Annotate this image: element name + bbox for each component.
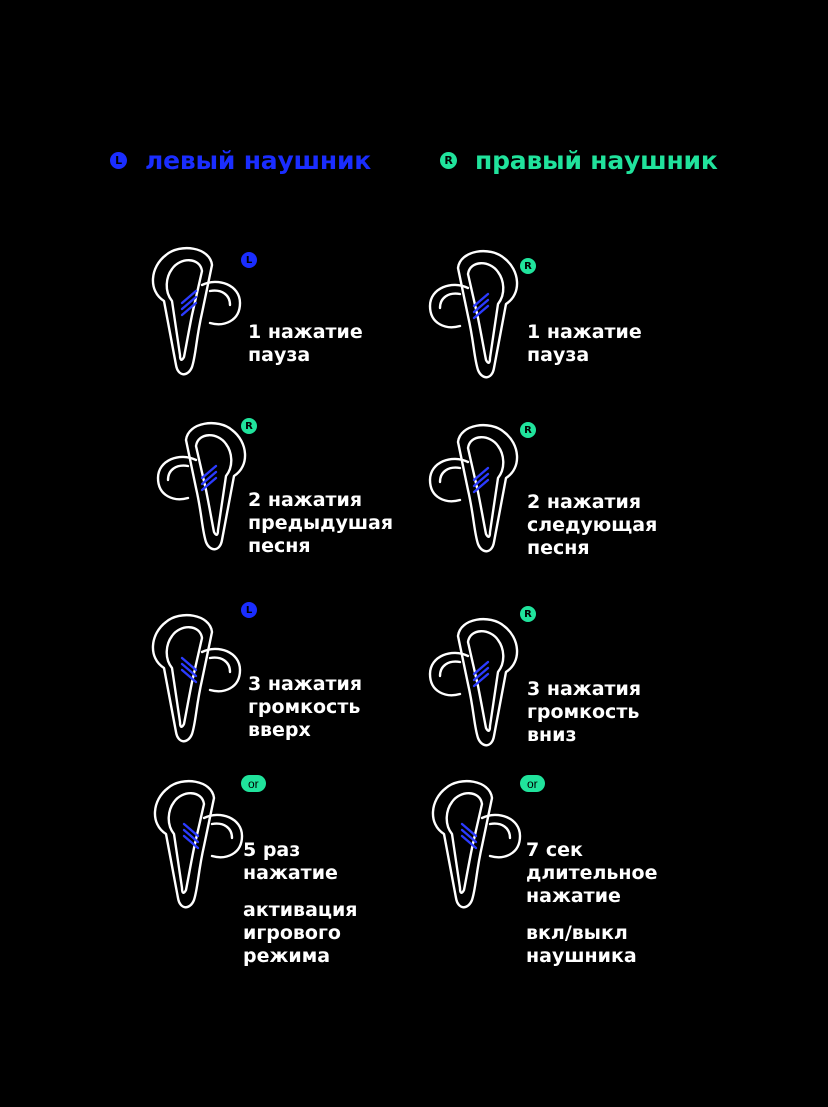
earbud-icon: [148, 418, 258, 558]
earbud-icon: [420, 614, 530, 754]
gesture-text: [527, 321, 642, 367]
gesture-text: [248, 321, 363, 367]
earbud-icon: [420, 246, 530, 386]
gesture-count: 7 сек: [526, 839, 583, 861]
gesture-text: [526, 839, 657, 968]
gesture-text: [248, 489, 393, 558]
gesture-action: длительное: [526, 862, 658, 884]
earbud-icon: [420, 776, 530, 916]
gesture-count: 1 нажатие: [248, 321, 363, 343]
gesture-count: 5 раз: [243, 839, 301, 861]
press-badge: L: [241, 252, 257, 268]
press-badge: L: [241, 602, 257, 618]
earbud-icon: [142, 776, 252, 916]
gesture-action: вниз: [527, 724, 577, 746]
gesture-action: вверх: [248, 719, 311, 741]
gesture-action: пауза: [248, 344, 311, 366]
gesture-count: 3 нажатия: [248, 673, 363, 695]
gesture-description: вкл/выкл: [526, 922, 628, 944]
gesture-text: [248, 673, 362, 742]
earbud-icon: [420, 420, 530, 560]
right-indicator-badge: R: [440, 152, 457, 169]
gesture-count: 3 нажатия: [527, 678, 642, 700]
gesture-action: песня: [527, 537, 590, 559]
gesture-description: активация: [243, 899, 358, 921]
gesture-description: наушника: [526, 945, 637, 967]
press-badge: L or R: [520, 775, 545, 792]
gesture-action: нажатие: [243, 862, 338, 884]
right-earbud-header: [440, 146, 718, 175]
gesture-action: громкость: [527, 701, 640, 723]
press-badge: R: [520, 422, 536, 438]
gesture-action: нажатие: [526, 885, 621, 907]
left-indicator-badge: L: [110, 152, 127, 169]
gesture-action: громкость: [248, 696, 361, 718]
gesture-action: пауза: [527, 344, 590, 366]
left-header-label: левый наушник: [145, 146, 372, 175]
gesture-action: предыдушая: [248, 512, 394, 534]
gesture-text: [527, 491, 657, 560]
gesture-action: следующая: [527, 514, 658, 536]
press-badge: R: [520, 606, 536, 622]
gesture-action: песня: [248, 535, 311, 557]
left-earbud-header: [110, 146, 371, 175]
gesture-count: 2 нажатия: [248, 489, 363, 511]
gesture-description: игрового: [243, 922, 341, 944]
press-badge: L or R: [241, 775, 266, 792]
gesture-text: [243, 839, 357, 968]
gesture-count: 2 нажатия: [527, 491, 642, 513]
gesture-text: [527, 678, 641, 747]
press-badge: R: [241, 418, 257, 434]
press-badge: R: [520, 258, 536, 274]
earbud-icon: [140, 610, 250, 750]
earbud-icon: [140, 243, 250, 383]
right-header-label: правый наушник: [475, 146, 718, 175]
gesture-description: режима: [243, 945, 331, 967]
gesture-count: 1 нажатие: [527, 321, 642, 343]
